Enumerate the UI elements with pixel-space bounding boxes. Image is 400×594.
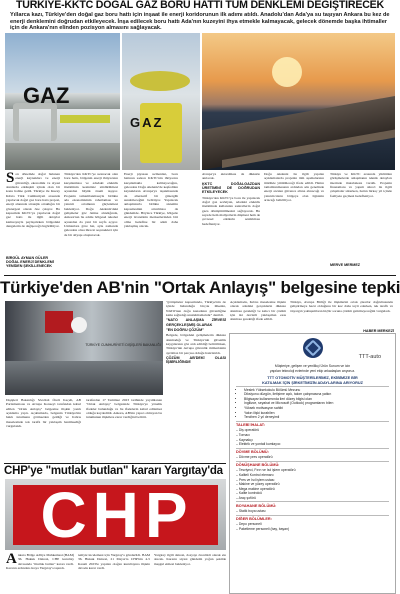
second-col-c-sub1: "NATO ANLAŞMA ZİRVESİ GERÇEKLEŞMİŞ OLARAK: [166, 318, 226, 327]
ad-list-item: – Tesviyeci, Fırın ve Isıl işlem operatörü: [236, 468, 296, 473]
ad-job-title: TTT OTOMOTİV MÜŞTERİLERİMİZ, EKİBİMİZE BİR: [267, 376, 358, 381]
dropcap-s: S: [6, 172, 15, 186]
ad-section-talep: TALEBİ İHALAT:: [236, 423, 265, 428]
ministry-photo: [5, 301, 163, 395]
second-col-e: Türkiye, Avrupa Birliği ile ilişkilerini ortak çıkarlar doğrultusunda geliştirmeye hazır olduğunu bir kez daha teyit ederken, tek taraflı ve önyargılı yaklaşımların hiçbir soruna çözüm getirmeyeceğini vurguladı.: [290, 300, 393, 313]
top-col-1-byline-sub: DOĞAL ENERJİ DENKLEMİ YENİDEN ŞEKİLLENECEK: [6, 260, 54, 269]
chp-sign-letters: CHP: [40, 479, 194, 550]
top-col-5: Doğu Akdeniz ile ilgili yapılan açıklamalarda projenin tüm aşamalarının titizlikle yürütüleceği ifade edildi. Hattın tamamlanmasının ardından ada genelinde enerji arzının güvence altına alınacağı ve yatırımcıların bölgeye olan ilgisinin artacağı belirtiliyor.: [264, 172, 324, 203]
ad-donus-list: [236, 468, 389, 500]
ad-list-item: – Makine ve yüzey operatörü: [236, 482, 280, 487]
top-deck: Yıllarca kazı, Türkiye'den doğal gaz boru hattı için inşaat ile enerji koridorunun ilk adımı atıldı. Anadolu'dan Ada'ya su taşıyan Ankara bu kez de enerji denklemini doğrudan etkileyecek. İnşa edilecek boru hattı Ada'nın kuzeyini ihya etmekle kalmayacak, gelecek dönemde başka ihtimaller için de Ankara'nın elinden pozisyon almasını sağlayacak.: [10, 12, 390, 32]
ad-list-item: • Tercihen 2 yıl deneyimli: [244, 415, 389, 420]
top-col-1-byline: BİRGÜL AYMAN GÜLER: [6, 256, 49, 260]
chp-sign-photo: [5, 479, 226, 550]
ad-list-item: • Yüksek motivasyon sahibi: [244, 406, 389, 411]
ad-list-item: – Dövme pres operatörü: [236, 455, 273, 460]
ad-list-item: – Kalite kontrolcü: [236, 491, 263, 496]
gaz-label-middle: GAZ: [130, 115, 164, 130]
third-headline: CHP'ye "mutlak butlan" kararı Yargıtay'da: [4, 465, 223, 477]
ad-list-item: – Tornacı: [236, 432, 250, 437]
ttt-logo-icon: [303, 338, 323, 358]
ad-list-item: • Diksiyonu düzgün, iletişime açık, takım çalışmasına yatkın: [244, 392, 389, 397]
ad-section-boya: BOYAHANE BÖLÜMÜ:: [236, 503, 277, 508]
ad-boya-list: [236, 509, 389, 514]
top-col-2: Türkiye'den KKTC'ye uzanacak olan boru hattı, bölgenin enerji ihtiyacının karşılanması ve adadaki elektrik üretiminin kesintisiz sürdürülmesi açısından büyük önem taşıyor. Projenin tamamlanmasıyla birlikte ada ekonomisinin rahatlaması ve yatırım ortamının güçlenmesi bekleniyor. Doğu Akdeniz'deki gelişmeler göz önüne alındığında, Ankara'nın bu adımı bölgesel rekabet açısından da yeni bir sayfa açıyor. Uzmanlara göre hat, aynı zamanda gelecekte olası ihracat seçenekleri için de bir altyapı oluşturacak.: [64, 172, 118, 237]
third-col-b: temyiz incelemesi için Yargıtay'a gönderildi. BAM 36. Hukuk Dairesi, 21 Mayıs'ta CHP'nin 4-5 Kasım 2023'te yapılan olağan kurultayına ilişkin davada karar verdi.: [78, 553, 150, 571]
ad-list-item: • Bilgisayar kullanımında ileri düzey bilgisi olan: [244, 397, 389, 402]
ad-list-item: • Yakın ilişki kurabilen: [244, 411, 389, 416]
ad-list-item: – Pres ve Isıl işlem ustası: [236, 477, 275, 482]
third-col-c: Yargıtay ilgili dairesi, dosyayı öncelikli olarak ele alacak. Kararın siyasi gündemi yoğun şekilde meşgul etmesi bekleniyor.: [154, 553, 226, 566]
second-col-c: "görüşmeler kapsamında, Türkiye'nin de içinde bulunduğu birçok ülkenin, NATO'nun doğu kanadının güvenliğine katkı sağladığı unutulmamalıdır" denildi. "NATO ANLAŞMA ZİRVESİ GERÇEKLEŞMİŞ OLARAK "EN DOĞRU ÇÖZÜM" Belgede, bölgedeki gelişmelerin dikkate alınmadığı ve Türkiye'nin güvenlik kaygılarının göz ardı edildiği belirtilirken, Türkiye'nin Avrupa güvenlik mimarisinin ayrılmaz bir parçası olduğu hatırlatıldı. ÇÖZÜM AB'DEKİ OLASI İŞBİRLİĞİNDE: [166, 300, 226, 365]
top-col-4: Avrupa'ya aktarılması da dikkatle anılacak. KKTC DOĞALGAZDAN ÜRETİMİNİ DE DOĞRUDAN ETKİLEYECEK Türkiye'den KKTC'ye boru ile yapılacak doğal gaz sevkiyatı, adadaki elektrik üretiminde kullanılan santrallerin doğal gaza dönüştürülmesini sağlayacak. Bu sayede hem maliyetlerin düşmesi hem de çevresel etkilerin azaltılması hedefleniyor.: [202, 172, 260, 226]
gas-pipe-photo-left: [5, 33, 120, 170]
ad-list-item: – Kaliteli Kontrol elemanı: [236, 472, 274, 477]
ad-intro-2: yapılan teknoloji evlerinde yeni ekip arkadaşları arıyoruz.: [269, 368, 356, 373]
top-col-3: Enerji piyasası uzmanları, boru hattının sadece KKTC'nin ihtiyacını karşılamakla kalmayacağını, gelecekte Doğu Akdeniz'de keşfedilen kaynakların Avrupa'ya taşınmasında da alternatif bir güzergâh sunabileceğini belirtiyor. Yapılacak anlaşmalarla birlikte sistemin kapasitesinin artırılması da gündemde. Böylece Türkiye, bölgede enerji ticaretinin merkezlerinden biri olma hedefine bir adım daha yaklaşmış olacak.: [124, 172, 178, 229]
ad-list-item: – Mega makine operatörü: [236, 486, 275, 491]
ministry-photo-caption: TÜRKİYE CUMHURİYETİ DIŞİŞLERİ BAKANLIĞI: [85, 343, 161, 347]
dropcap-a: A: [6, 553, 17, 567]
ad-list-item: – Kaynakçı: [236, 437, 253, 442]
ttt-brand: TTT-auto: [358, 354, 381, 360]
ad-list-item: – Statik boya ustası: [236, 508, 266, 513]
second-col-b: tarafından 17 Temmuz 2023 tarihinde yayımlanan "Ortak Anlayış" belgesinde Türkiye'ye yönelik ifadeler bulunduğu ve bu ifadelerin kabul edilemez olduğu kaydedildi. Ankara, AB'nin yapıcı olmayan bu tutumunun ilişkilere zarar verdiğini belirtti.: [86, 398, 162, 420]
ad-bolumu-list: [236, 455, 389, 460]
second-col-d: Açıklamada, Kıbrıs meselesine ilişkin olarak adadaki gerçeklerin dikkate alınması gerektiği ve kalıcı bir çözüm için iki devletli yaklaşımın esas alınması gerektiği ifade edildi.: [230, 300, 286, 322]
ad-section-diger: DİĞER BÖLÜMLER:: [236, 517, 272, 522]
pipeline-sea-photo: [202, 33, 395, 170]
top-headline: TÜRKİYE-KKTC DOĞAL GAZ BORU HATTI TÜM DENKLEMİ DEĞİŞTİRECEK: [16, 0, 384, 11]
ad-section-donus: DÖNÜŞHANE BÖLÜMÜ:: [236, 463, 280, 468]
ttt-auto-job-ad: [229, 333, 396, 594]
ad-section-bolumu: DÖVME BÖLÜMÜ:: [236, 450, 269, 455]
top-col-1: Son dönemde doğal bulunan enerji kaynakları ve enerji güvenliği, ekonomik ve siyasi alanlarda etkileşim içinde olan bir konu haline geldi. Türkiye ile Kuzey Kıbrıs Türk Cumhuriyeti arasında yapılacak doğal gaz boru hattı projesi, enerji alanında stratejik ortaklığın bir göstergesi olarak öne çıkıyor. Bu kapsamda KKTC'ye yapılacak doğal gaz hattı ile ilgili detaylar kamuoyuyla paylaşılırken bölgedeki dengelerin de değişeceği öngörülüyor.: [6, 172, 60, 229]
second-headline: Türkiye'den AB'nin "Ortak Anlayış" belgesine tepki: [0, 278, 400, 297]
gas-valve-photo-middle: [122, 33, 200, 170]
second-col-c-sub2: "EN DOĞRU ÇÖZÜM": [166, 328, 204, 333]
top-col-6-byline: MERVE MERMEZ: [330, 263, 361, 267]
ad-list-item: • Meslek Yüksekokulu Bölümü Mezunu: [244, 388, 389, 393]
top-col-4-sub: KKTC DOĞALGAZDAN ÜRETİMİNİ DE DOĞRUDAN ETKİLEYECEK: [202, 181, 260, 195]
ad-list-item: – Elektrik ve yontali kumlayıcı: [236, 442, 281, 447]
chp-section-rule: [4, 463, 226, 464]
ad-talep-list: [236, 428, 389, 446]
ad-job-subtitle: KATILMAK İÇİN ŞİRKETİMİZİN ADAYLARINA ARIYORUZ: [262, 381, 363, 386]
second-col-e-byline: HABER MERKEZİ: [363, 329, 394, 333]
section-divider: [4, 275, 396, 276]
second-col-a: Dışişleri Bakanlığı Sözcüsü Öncü Keçeli, AB Parlamentosu ve Avrupa Konseyi tarafından kabul edilen "Ortak Anlayış" belgesine ilişkin yazılı açıklama yaptı. Açıklamada, belgenin Türkiye'nin haklı tutumunu görmezden geldiği ve Kıbrıs meselesinde tek taraflı bir yaklaşım benimsediği vurgulandı.: [6, 398, 81, 429]
ad-list-item: • İngilizce, seyahat ve Microsoft (Outlook) programlarını bilen: [244, 401, 389, 406]
ad-list-item: – Depo personeli: [236, 522, 262, 527]
ad-intro-1: Müşteriye, gelişen ve yenilikçi Ürün Sunum ve icin: [274, 364, 351, 368]
ad-requirements-list: [236, 388, 389, 420]
ad-list-item: – Araç şoförü: [236, 495, 256, 500]
gaz-label-left: GAZ: [23, 83, 70, 108]
ad-list-item: – Paketleme personeli (bay, bayan): [236, 526, 290, 531]
third-col-a: Ankara Bölge Adliye Mahkemesi (BAM) 36. Hukuk Dairesi, CHP kurultay davasında "mutlak butlan" kararı verdi. Kararın ardından dosya Yargıtay'a taşındı.: [6, 553, 74, 571]
top-col-6: Türkiye ve KKTC arasında yürütülen görüşmelerde anlaşmanın teknik detayları üzerinde mutabakata varıldı. Projenin finansmanı ve yapım süreci ile ilgili çalışmalar sürerken, hattın birkaç yıl içinde faaliyete geçmesi hedefleniyor.: [330, 172, 392, 198]
ad-list-item: – Diş operatörü: [236, 428, 260, 433]
ad-diger-list: [236, 522, 389, 531]
second-col-c-sub3: ÇÖZÜM AB'DEKİ OLASI İŞBİRLİĞİNDE: [166, 356, 226, 365]
